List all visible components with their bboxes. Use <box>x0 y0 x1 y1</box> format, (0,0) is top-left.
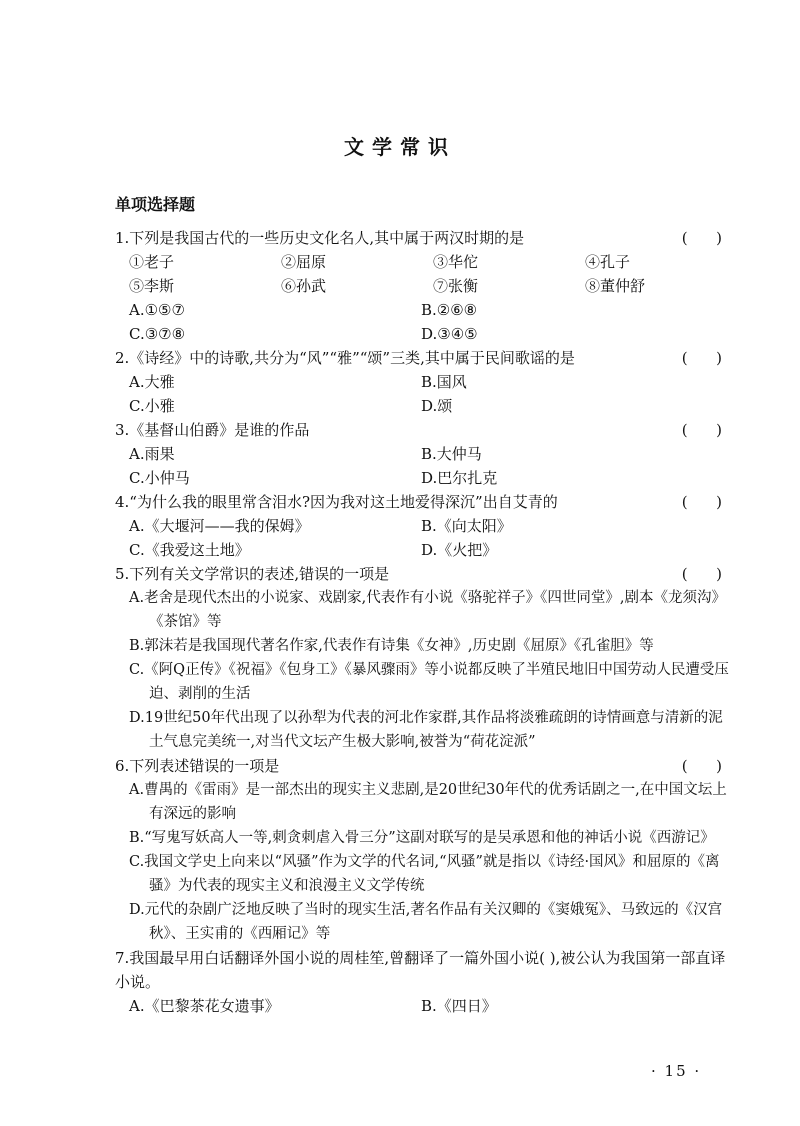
option-a: A.《大堰河——我的保姆》 <box>129 517 310 535</box>
answer-blank: ( ) <box>681 349 722 367</box>
question-7 <box>115 946 730 994</box>
item: ②屈原 <box>281 253 327 271</box>
option-c: C.《我爱这土地》 <box>129 541 250 559</box>
question-4 <box>115 490 730 514</box>
option-b: B.国风 <box>421 373 467 391</box>
page-title: 文学常识 <box>344 135 456 159</box>
question-7-stem: 7.我国最早用白话翻译外国小说的周桂笙,曾翻译了一篇外国小说( ),被公认为我国第一部直译小说。 <box>115 949 726 991</box>
question-1 <box>115 226 730 250</box>
item: ④孔子 <box>585 253 631 271</box>
option-c: C.小雅 <box>129 397 175 415</box>
answer-blank: ( ) <box>681 493 722 511</box>
question-2-stem: 2.《诗经》中的诗歌,共分为“风”“雅”“颂”三类,其中属于民间歌谣的是 <box>115 349 575 367</box>
question-4-options-row-2 <box>115 538 730 562</box>
option-d: D.元代的杂剧广泛地反映了当时的现实生活,著名作品有关汉卿的《窦娥冤》、马致远的《汉宫秋》、王实甫的《西厢记》等 <box>129 902 723 942</box>
question-2-options-row-1 <box>115 370 730 394</box>
option-a: A.曹禺的《雷雨》是一部杰出的现实主义悲剧,是20世纪30年代的优秀话剧之一,在中国文坛上有深远的影响 <box>129 782 727 822</box>
question-1-stem: 1.下列是我国古代的一些历史文化名人,其中属于两汉时期的是 <box>115 229 525 247</box>
question-list <box>115 226 730 1018</box>
answer-blank: ( ) <box>681 757 722 775</box>
item: ⑦张衡 <box>433 277 479 295</box>
option-d: D.巴尔扎克 <box>421 469 498 487</box>
option-b: B.《向太阳》 <box>421 517 512 535</box>
page-number: · 15 · <box>651 1062 702 1080</box>
question-1-items-row-2 <box>115 274 730 298</box>
option-a: A.大雅 <box>129 373 175 391</box>
answer-blank: ( ) <box>681 421 722 439</box>
answer-blank: ( ) <box>681 565 722 583</box>
option-c: C.《阿Q正传》《祝福》《包身工》《暴风骤雨》等小说都反映了半殖民地旧中国劳动人民遭受压迫、剥削的生活 <box>129 662 729 702</box>
item: ⑧董仲舒 <box>585 277 646 295</box>
question-6-stem: 6.下列表述错误的一项是 <box>115 757 280 775</box>
option-b: B.“写鬼写妖高人一等,刺贪刺虐入骨三分”这副对联写的是吴承恩和他的神话小说《西游记》 <box>129 830 715 846</box>
question-6 <box>115 754 730 778</box>
item: ⑤李斯 <box>129 277 175 295</box>
option-b: B.《四日》 <box>421 997 497 1015</box>
option-b: B.郭沫若是我国现代著名作家,代表作有诗集《女神》,历史剧《屈原》《孔雀胆》等 <box>129 638 654 654</box>
option-c: C.③⑦⑧ <box>129 325 186 343</box>
question-4-stem: 4.“为什么我的眼里常含泪水?因为我对这土地爱得深沉”出自艾青的 <box>115 493 558 511</box>
option-b: B.②⑥⑧ <box>421 301 478 319</box>
question-2 <box>115 346 730 370</box>
option-a: A.老舍是现代杰出的小说家、戏剧家,代表作有小说《骆驼祥子》《四世同堂》,剧本《龙须沟》《茶馆》等 <box>129 590 727 630</box>
option-b: B.大仲马 <box>421 445 482 463</box>
option-d: D.19世纪50年代出现了以孙犁为代表的河北作家群,其作品将淡雅疏朗的诗情画意与清新的泥土气息完美统一,对当代文坛产生极大影响,被誉为“荷花淀派” <box>129 710 723 750</box>
option-a: A.雨果 <box>129 445 175 463</box>
question-3 <box>115 418 730 442</box>
question-1-items-row-1 <box>115 250 730 274</box>
option-d: D.《火把》 <box>421 541 498 559</box>
section-heading: 单项选择题 <box>115 195 196 214</box>
option-d: D.③④⑤ <box>421 325 478 343</box>
question-7-options-row-1 <box>115 994 730 1018</box>
item: ③华佗 <box>433 253 479 271</box>
question-4-options-row-1 <box>115 514 730 538</box>
answer-blank: ( ) <box>681 229 722 247</box>
question-5 <box>115 562 730 586</box>
question-1-options-row-1 <box>115 298 730 322</box>
question-3-stem: 3.《基督山伯爵》是谁的作品 <box>115 421 310 439</box>
item: ①老子 <box>129 253 175 271</box>
question-2-options-row-2 <box>115 394 730 418</box>
question-5-stem: 5.下列有关文学常识的表述,错误的一项是 <box>115 565 390 583</box>
option-d: D.颂 <box>421 397 453 415</box>
item: ⑥孙武 <box>281 277 327 295</box>
option-a: A.①⑤⑦ <box>129 301 185 319</box>
question-1-options-row-2 <box>115 322 730 346</box>
question-3-options-row-2 <box>115 466 730 490</box>
option-c: C.小仲马 <box>129 469 190 487</box>
option-a: A.《巴黎茶花女遗事》 <box>129 997 280 1015</box>
question-3-options-row-1 <box>115 442 730 466</box>
option-c: C.我国文学史上向来以“风骚”作为文学的代名词,“风骚”就是指以《诗经·国风》和屈原的《离骚》为代表的现实主义和浪漫主义文学传统 <box>129 854 720 894</box>
